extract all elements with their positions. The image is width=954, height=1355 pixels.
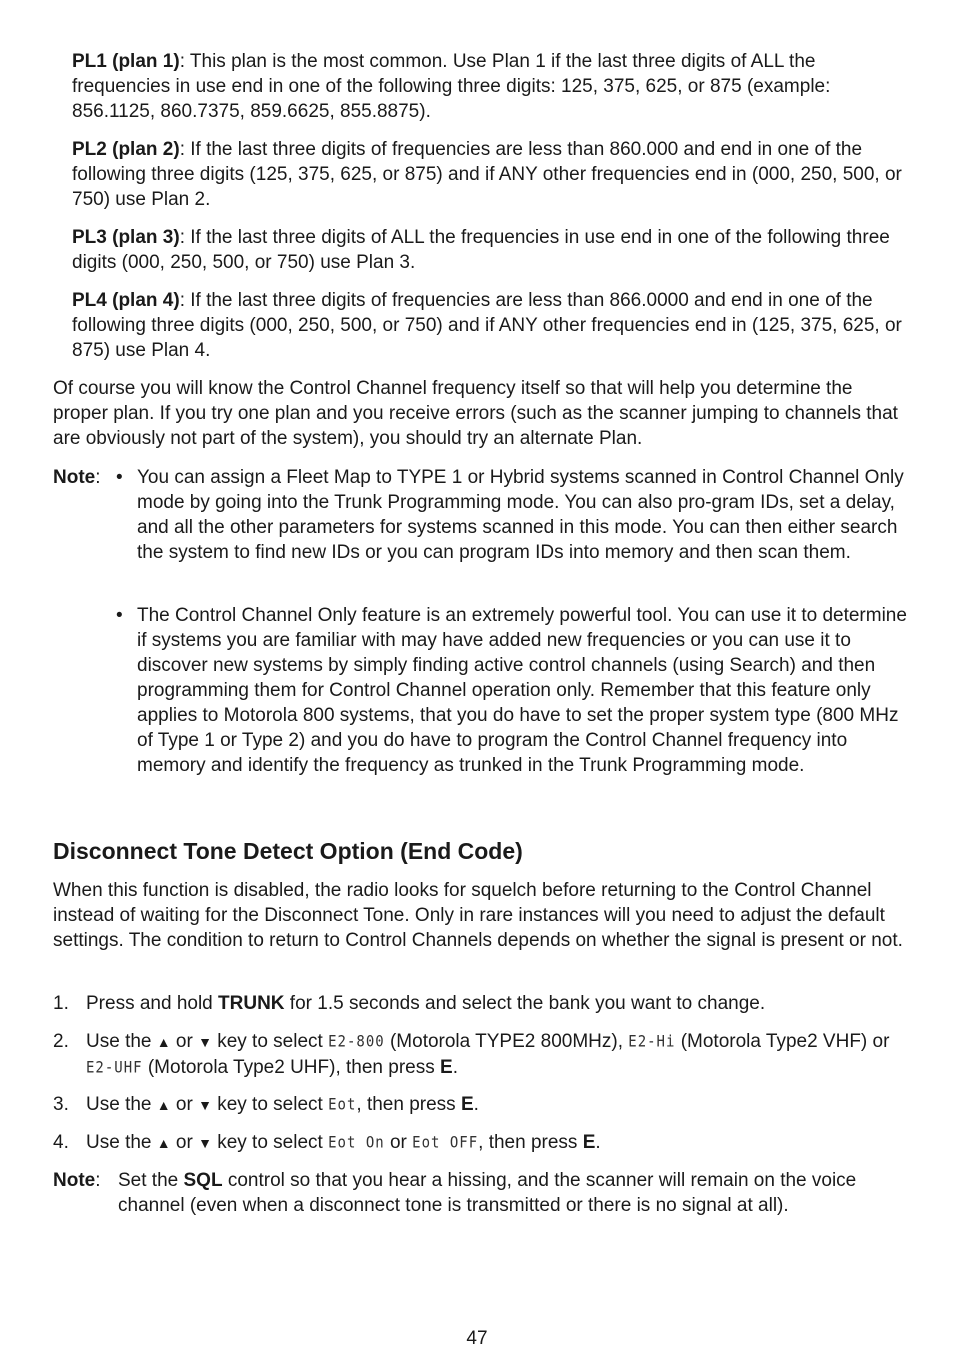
lcd-eot-off: Eot OFF — [412, 1133, 479, 1153]
bullet-marker: • — [116, 467, 123, 488]
section-intro: When this function is disabled, the radio looks for squelch before returning to the Control Channel instead of waiting for the Disconnect Tone. Only in rare instances will you need to adjust the default settings. The condition to return to Control Channels depends on whether the signal is present or not. — [53, 880, 903, 951]
lcd-eot: Eot — [328, 1095, 357, 1115]
step-number: 2. — [53, 1031, 69, 1052]
section-heading: Disconnect Tone Detect Option (End Code) — [53, 838, 523, 864]
step-3: Use the ▲ or ▼ key to select Eot, then press E. — [86, 1092, 912, 1118]
lcd-e2-hi: E2-Hi — [628, 1032, 676, 1052]
sql-key: SQL — [183, 1170, 223, 1191]
note-label: Note: — [53, 467, 101, 488]
plan-4-paragraph — [72, 288, 908, 363]
plan-1-label: PL1 (plan 1) — [72, 51, 180, 72]
step-number: 4. — [53, 1132, 69, 1153]
plan-4-text: : If the last three digits of frequencies are less than 866.0000 and end in one of the following three digits (000, 250, 500, or 750) and if ANY other frequencies end in (125, 375, 625, or 875) use Plan 4. — [72, 290, 902, 361]
plan-1-paragraph — [72, 49, 908, 124]
plan-3-paragraph — [72, 225, 908, 275]
lcd-e2-800: E2-800 — [328, 1032, 385, 1052]
step-number: 1. — [53, 993, 69, 1014]
e-key: E — [440, 1057, 453, 1078]
step-1: Press and hold TRUNK for 1.5 seconds and select the bank you want to change. — [86, 993, 766, 1014]
up-arrow-icon: ▲ — [156, 1034, 171, 1050]
bullet-marker: • — [116, 605, 123, 626]
plan-1-text: : This plan is the most common. Use Plan 1 if the last three digits of ALL the frequencies in use end in one of the following three digits: 125, 375, 625, or 875 (example: 856.1125, 860.7375, 859.6625, 855.8875). — [72, 51, 831, 122]
step-2: Use the ▲ or ▼ key to select E2-800 (Motorola TYPE2 800MHz), E2-Hi (Motorola Type2 VHF) or E2-UHF (Motorola Type2 UHF), then press E. — [86, 1029, 912, 1081]
note-bullet-fleet-map: You can assign a Fleet Map to TYPE 1 or Hybrid systems scanned in Control Channel Only mode by going into the Trunk Programming mode. You can also pro-gram IDs, set a delay, and all the other parameters for systems scanned in this mode. You can then either search the system to find new IDs or you can program IDs into memory and then scan them. — [137, 467, 904, 563]
plan-4-label: PL4 (plan 4) — [72, 290, 180, 311]
up-arrow-icon: ▲ — [156, 1135, 171, 1151]
plan-3-label: PL3 (plan 3) — [72, 227, 180, 248]
plan-2-text: : If the last three digits of frequencies are less than 860.000 and end in one of the following three digits (125, 375, 625, or 875) and if ANY other frequencies end in (000, 250, 500, or 750) use Plan 2. — [72, 139, 902, 210]
step-number: 3. — [53, 1094, 69, 1115]
step-4: Use the ▲ or ▼ key to select Eot On or Eot OFF, then press E. — [86, 1130, 912, 1156]
control-channel-paragraph: Of course you will know the Control Channel frequency itself so that will help you determine the proper plan. If you try one plan and you receive errors (such as the scanner jumping to channels that are obviously not part of the system), you should try an alternate Plan. — [53, 378, 898, 449]
plan-2-paragraph — [72, 137, 908, 212]
down-arrow-icon: ▼ — [198, 1097, 212, 1113]
lcd-e2-uhf: E2-UHF — [86, 1058, 143, 1078]
up-arrow-icon: ▲ — [156, 1097, 171, 1113]
note-label: Note: — [53, 1170, 101, 1191]
note-bullet-control-channel-only: The Control Channel Only feature is an extremely powerful tool. You can use it to determine if systems you are familiar with may have added new frequencies or you can use it to discover new systems by simply finding active control channels (using Search) and then programming them for Control Channel operation only. Remember that this feature only applies to Motorola 800 systems, that you do have to set the proper system type (800 MHz of Type 1 or Type 2) and you do have to program the Control Channel frequency into memory and identify the frequency as trunked in the Trunk Programming mode. — [137, 605, 907, 776]
plan-3-text: : If the last three digits of ALL the frequencies in use end in one of the following three digits (000, 250, 500, or 750) use Plan 3. — [72, 227, 890, 273]
plan-2-label: PL2 (plan 2) — [72, 139, 180, 160]
trunk-key: TRUNK — [218, 993, 285, 1014]
sql-note-text: Set the SQL control so that you hear a hissing, and the scanner will remain on the voice channel (even when a disconnect tone is transmitted or there is no signal at all). — [118, 1170, 857, 1216]
page-number: 47 — [466, 1328, 488, 1349]
lcd-eot-on: Eot On — [328, 1133, 385, 1153]
down-arrow-icon: ▼ — [198, 1034, 212, 1050]
e-key: E — [582, 1132, 596, 1153]
e-key: E — [460, 1094, 474, 1115]
down-arrow-icon: ▼ — [198, 1135, 212, 1151]
